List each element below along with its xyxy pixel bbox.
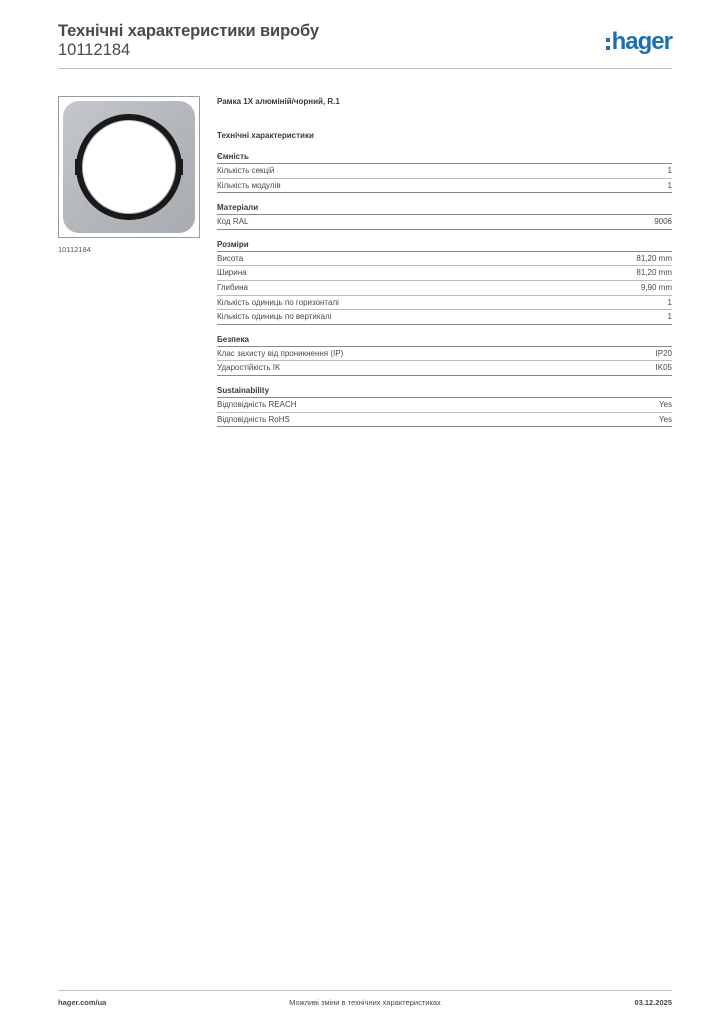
spec-row [217,413,672,428]
spec-value: IP20 [655,348,672,358]
section-title: Безпека [217,334,672,347]
spec-label: Ширина [217,268,247,278]
spec-row [217,281,672,296]
spec-value: 81,20 mm [636,268,672,278]
spec-row [217,252,672,267]
spec-label: Кількість модулів [217,180,281,190]
product-image [58,96,200,238]
footer-date: 03.12.2025 [634,998,672,1007]
spec-label: Висота [217,253,244,263]
spec-row [217,296,672,311]
spec-row [217,266,672,281]
section-title: Матеріали [217,202,672,215]
spec-label: Кількість секцій [217,166,275,175]
spec-label: Кількість одиниць по вертикалі [217,312,332,322]
footer-note: Можливі зміни в технічних характеристиках [289,998,441,1007]
spec-value: IK05 [655,363,672,373]
spec-label: Відповідність REACH [217,399,297,409]
section-title: Sustainability [217,385,672,398]
spec-label: Глибина [217,282,248,292]
spec-label: Відповідність RoHS [217,414,290,424]
section-title: Ємність [217,151,672,164]
spec-label: Ударостійкість IK [217,363,281,373]
spec-label: Код RAL [217,217,249,227]
footer-website-link[interactable]: hager.com/ua [58,998,107,1007]
header-divider [58,68,672,69]
spec-row [217,179,672,194]
spec-row [217,361,672,376]
spec-heading: Технічні характеристики [217,131,314,140]
spec-row [217,347,672,362]
document-title: Технічні характеристики виробу [58,22,319,40]
logo-dots-icon [606,38,610,50]
spec-row [217,215,672,230]
spec-value: 1 [667,166,672,175]
logo-text: hager [611,28,672,55]
spec-value: 9006 [654,217,672,227]
section-dimensions [217,239,672,325]
footer-divider [58,990,672,991]
section-sustainability [217,385,672,427]
frame-product-icon [59,97,199,237]
spec-value: 1 [667,297,672,307]
spec-value: 1 [667,180,672,190]
document-number: 10112184 [58,41,131,59]
spec-row [217,164,672,179]
hager-logo [606,29,672,55]
spec-label: Кількість одиниць по горизонталі [217,297,339,307]
spec-row [217,398,672,413]
spec-value: 1 [667,312,672,322]
spec-content [217,96,672,427]
section-safety [217,334,672,376]
page-header [58,22,672,70]
spec-value: 81,20 mm [636,253,672,263]
section-title: Розміри [217,239,672,252]
spec-value: Yes [658,399,672,409]
section-materials [217,202,672,230]
product-name: Рамка 1X алюміній/чорний, R.1 [217,97,340,106]
spec-value: Yes [658,414,672,424]
spec-value: 9,90 mm [640,282,672,292]
image-caption: 10112184 [58,245,91,254]
section-capacity [217,151,672,193]
spec-row [217,310,672,325]
spec-label: Клас захисту від проникнення (IP) [217,348,344,358]
